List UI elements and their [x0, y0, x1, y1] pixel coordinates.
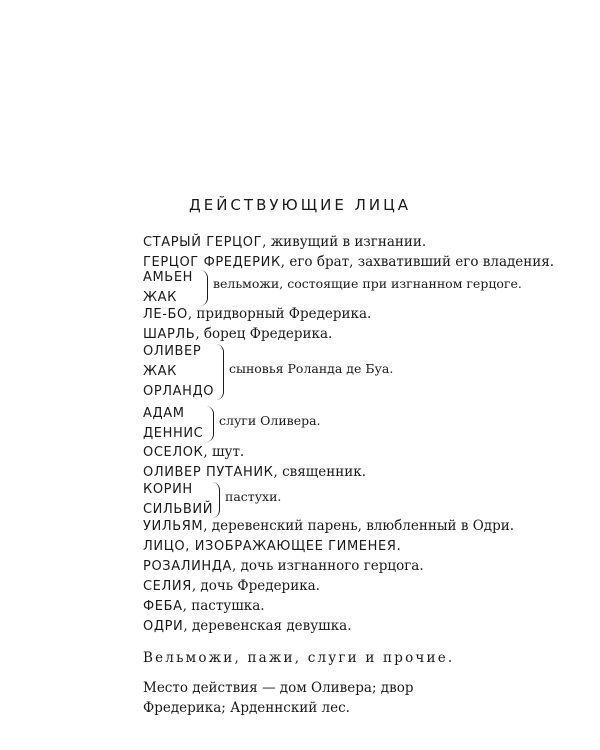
- brace: [205, 406, 214, 442]
- character-name: ГЕРЦОГ ФРЕДЕРИК: [143, 255, 281, 270]
- character-name: ЛЕ-БО: [143, 307, 188, 322]
- character-entry: [143, 536, 401, 557]
- brace: [215, 344, 224, 400]
- character-name: ОДРИ: [143, 619, 184, 634]
- character-name: ОЛИВЕР: [143, 344, 202, 359]
- character-group: [143, 342, 394, 402]
- character-desc: , дочь Фредерика.: [191, 578, 320, 594]
- character-entry: [143, 232, 426, 253]
- character-entry: [143, 442, 244, 463]
- character-group: [143, 404, 321, 444]
- character-name: РОЗАЛИНДА: [143, 559, 233, 574]
- group-desc: слуги Оливера.: [219, 413, 321, 428]
- character-name: ЖАК: [143, 364, 177, 379]
- character-desc: , дочь изгнанного герцога.: [232, 558, 424, 574]
- group-desc: пастухи.: [225, 489, 282, 504]
- brace: [211, 482, 220, 518]
- character-entry: [143, 252, 554, 273]
- character-desc: , шут.: [203, 444, 245, 460]
- character-group: [143, 480, 282, 520]
- character-name: СТАРЫЙ ГЕРЦОГ: [143, 235, 263, 250]
- character-name: ФЕБА: [143, 599, 183, 614]
- character-desc: , деревенский парень, влюбленный в Одри.: [203, 518, 515, 534]
- page-title: ДЕЙСТВУЮЩИЕ ЛИЦА: [189, 196, 411, 214]
- character-desc: , его брат, захвативший его владения.: [280, 254, 555, 270]
- character-desc: , борец Фредерика.: [195, 326, 333, 342]
- extras-line: Вельможи, пажи, слуги и прочие.: [143, 650, 455, 666]
- character-desc: .: [396, 538, 401, 554]
- character-desc: , священник.: [273, 464, 367, 480]
- character-desc: , деревенская девушка.: [183, 618, 352, 634]
- character-entry: [143, 576, 320, 597]
- character-group: [143, 268, 522, 308]
- character-desc: , живущий в изгнании.: [262, 234, 427, 250]
- character-name: ДЕННИС: [143, 426, 204, 441]
- character-name: ОРЛАНДО: [143, 384, 215, 399]
- group-desc: вельможи, состоящие при изгнанном герцоге.: [213, 276, 522, 291]
- character-name: ОЛИВЕР ПУТАНИК: [143, 465, 274, 480]
- character-name: ЛИЦО, ИЗОБРАЖАЮЩЕЕ ГИМЕНЕЯ: [143, 539, 397, 554]
- setting-text: Место действия — дом Оливера; двор Фредерика; Арденнский лес.: [143, 680, 414, 716]
- character-name: ШАРЛЬ: [143, 327, 196, 342]
- character-name: КОРИН: [143, 482, 193, 497]
- character-entry: [143, 304, 371, 325]
- character-name: АМЬЕН: [143, 270, 194, 285]
- character-name: ЖАК: [143, 290, 177, 305]
- brace: [199, 270, 208, 306]
- character-desc: , пастушка.: [182, 598, 265, 614]
- character-name: УИЛЬЯМ: [143, 519, 204, 534]
- character-name: АДАМ: [143, 406, 185, 421]
- character-entry: [143, 616, 352, 637]
- character-entry: [143, 596, 265, 617]
- character-entry: [143, 516, 514, 537]
- character-name: СИЛЬВИЙ: [143, 502, 214, 517]
- group-desc: сыновья Роланда де Буа.: [229, 361, 394, 376]
- character-name: СЕЛИЯ: [143, 579, 192, 594]
- character-name: ОСЕЛОК: [143, 445, 204, 460]
- character-desc: , придворный Фредерика.: [187, 306, 372, 322]
- character-entry: [143, 556, 424, 577]
